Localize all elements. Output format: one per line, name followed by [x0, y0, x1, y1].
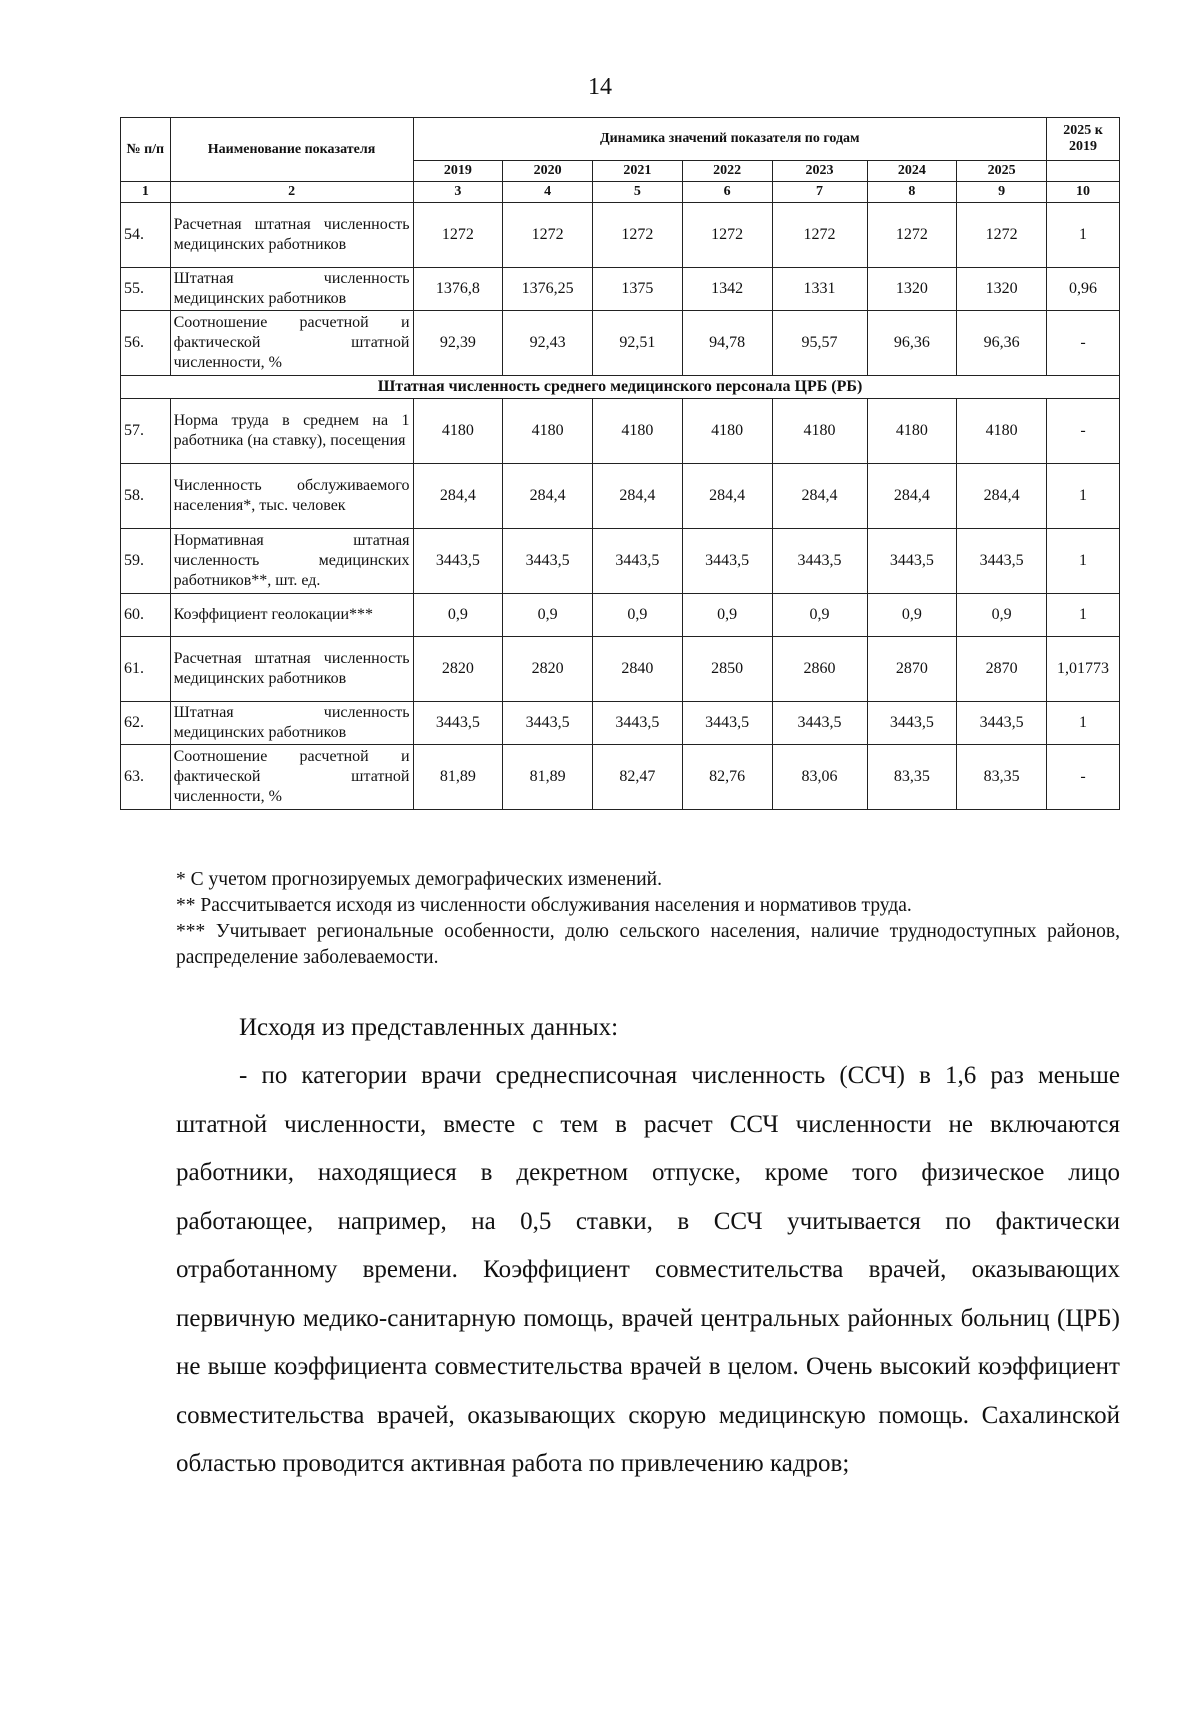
year-value: 1376,8: [413, 268, 503, 311]
ratio-value: 1: [1047, 529, 1120, 594]
column-number: 7: [772, 182, 867, 203]
year-value: 1375: [593, 268, 683, 311]
row-number: 55.: [121, 268, 171, 311]
year-value: 1342: [682, 268, 772, 311]
column-number: 6: [682, 182, 772, 203]
year-value: 3443,5: [503, 702, 593, 745]
year-value: 82,76: [682, 745, 772, 810]
year-value: 3443,5: [682, 702, 772, 745]
year-value: 284,4: [413, 464, 503, 529]
indicator-name: Нормативная штатная численность медицинских работников**, шт. ед.: [170, 529, 413, 594]
year-value: 4180: [682, 399, 772, 464]
indicator-name: Коэффициент геолокации***: [170, 594, 413, 637]
year-value: 83,35: [867, 745, 957, 810]
indicator-name: Расчетная штатная численность медицинских работников: [170, 203, 413, 268]
year-value: 83,06: [772, 745, 867, 810]
indicator-name: Норма труда в среднем на 1 работника (на ставку), посещения: [170, 399, 413, 464]
year-value: 2870: [957, 637, 1047, 702]
year-value: 4180: [503, 399, 593, 464]
year-value: 1376,25: [503, 268, 593, 311]
ratio-value: -: [1047, 311, 1120, 376]
year-header: 2020: [503, 161, 593, 182]
year-value: 0,9: [503, 594, 593, 637]
year-value: 284,4: [867, 464, 957, 529]
ratio-value: -: [1047, 745, 1120, 810]
year-value: 0,9: [682, 594, 772, 637]
year-header: 2024: [867, 161, 957, 182]
footnote-3: *** Учитывает региональные особенности, долю сельского населения, наличие труднодоступных районов, распределение заболеваемости.: [176, 921, 1120, 968]
row-number: 56.: [121, 311, 171, 376]
ratio-value: 1,01773: [1047, 637, 1120, 702]
year-value: 1320: [957, 268, 1047, 311]
year-value: 2820: [503, 637, 593, 702]
year-value: 4180: [867, 399, 957, 464]
year-value: 0,9: [957, 594, 1047, 637]
row-number: 61.: [121, 637, 171, 702]
year-value: 96,36: [867, 311, 957, 376]
year-value: 3443,5: [772, 702, 867, 745]
indicator-name: Расчетная штатная численность медицинских работников: [170, 637, 413, 702]
year-value: 1331: [772, 268, 867, 311]
intro-text: Исходя из представленных данных:: [239, 1014, 619, 1041]
year-value: 2850: [682, 637, 772, 702]
table-row: [121, 399, 1120, 464]
year-value: 3443,5: [413, 702, 503, 745]
table-row: [121, 529, 1120, 594]
year-value: 3443,5: [413, 529, 503, 594]
row-number: 58.: [121, 464, 171, 529]
year-value: 4180: [413, 399, 503, 464]
indicator-name: Штатная численность медицинских работников: [170, 702, 413, 745]
year-value: 2870: [867, 637, 957, 702]
year-value: 284,4: [682, 464, 772, 529]
header-dynamics: Динамика значений показателя по годам: [413, 118, 1047, 161]
year-value: 1272: [772, 203, 867, 268]
year-value: 284,4: [503, 464, 593, 529]
footnote-1: * С учетом прогнозируемых демографических изменений.: [176, 869, 662, 890]
year-value: 1320: [867, 268, 957, 311]
year-value: 81,89: [413, 745, 503, 810]
column-number: 3: [413, 182, 503, 203]
year-value: 0,9: [867, 594, 957, 637]
year-value: 92,43: [503, 311, 593, 376]
year-header: 2021: [593, 161, 683, 182]
row-number: 59.: [121, 529, 171, 594]
row-number: 57.: [121, 399, 171, 464]
header-num: № п/п: [121, 118, 171, 182]
column-number: 1: [121, 182, 171, 203]
year-value: 3443,5: [682, 529, 772, 594]
year-value: 1272: [957, 203, 1047, 268]
year-value: 4180: [772, 399, 867, 464]
table-row: [121, 745, 1120, 810]
year-value: 1272: [682, 203, 772, 268]
header-name: Наименование показателя: [170, 118, 413, 182]
year-value: 3443,5: [957, 529, 1047, 594]
year-value: 2840: [593, 637, 683, 702]
year-value: 94,78: [682, 311, 772, 376]
ratio-value: -: [1047, 399, 1120, 464]
header-ratio-empty: [1047, 161, 1120, 182]
ratio-value: 1: [1047, 702, 1120, 745]
header-ratio: 2025 к 2019: [1047, 118, 1120, 161]
footnotes: [176, 867, 1120, 971]
row-number: 63.: [121, 745, 171, 810]
ratio-value: 0,96: [1047, 268, 1120, 311]
year-value: 3443,5: [867, 529, 957, 594]
year-value: 1272: [867, 203, 957, 268]
year-value: 92,51: [593, 311, 683, 376]
year-value: 284,4: [593, 464, 683, 529]
year-value: 92,39: [413, 311, 503, 376]
year-header: 2022: [682, 161, 772, 182]
year-value: 3443,5: [867, 702, 957, 745]
year-value: 284,4: [957, 464, 1047, 529]
year-value: 82,47: [593, 745, 683, 810]
table-row: [121, 203, 1120, 268]
table-row: [121, 464, 1120, 529]
year-value: 3443,5: [593, 702, 683, 745]
year-value: 95,57: [772, 311, 867, 376]
year-value: 0,9: [593, 594, 683, 637]
year-value: 96,36: [957, 311, 1047, 376]
row-number: 62.: [121, 702, 171, 745]
year-value: 2860: [772, 637, 867, 702]
year-value: 3443,5: [772, 529, 867, 594]
year-value: 2820: [413, 637, 503, 702]
indicator-name: Соотношение расчетной и фактической штатной численности, %: [170, 311, 413, 376]
year-value: 0,9: [772, 594, 867, 637]
body-paragraph: - по категории врачи среднесписочная численность (ССЧ) в 1,6 раз меньше штатной численности, вместе с тем в расчет ССЧ численности не включаются работники, находящиеся в декретном отпуске, кроме того физическое лицо работающее, например, на 0,5 ставки, в ССЧ учитывается по фактически отработанному времени. Коэффициент совместительства врачей, оказывающих первичную медико-санитарную помощь, врачей центральных районных больниц (ЦРБ) не выше коэффициента совместительства врачей в целом. Очень высокий коэффициент совместительства врачей, оказывающих скорую медицинскую помощь. Сахалинской областью проводится активная работа по привлечению кадров;: [176, 1062, 1120, 1477]
year-value: 81,89: [503, 745, 593, 810]
indicator-name: Штатная численность медицинских работников: [170, 268, 413, 311]
row-number: 54.: [121, 203, 171, 268]
table-row: [121, 268, 1120, 311]
indicators-table: [120, 117, 1120, 810]
footnote-2: ** Рассчитывается исходя из численности обслуживания населения и нормативов труда.: [176, 895, 912, 916]
year-value: 3443,5: [593, 529, 683, 594]
year-header: 2019: [413, 161, 503, 182]
row-number: 60.: [121, 594, 171, 637]
section-title: Штатная численность среднего медицинского персонала ЦРБ (РБ): [121, 376, 1120, 399]
column-number: 5: [593, 182, 683, 203]
ratio-value: 1: [1047, 203, 1120, 268]
table-row: [121, 311, 1120, 376]
column-number: 8: [867, 182, 957, 203]
table-row: [121, 594, 1120, 637]
year-value: 1272: [413, 203, 503, 268]
ratio-value: 1: [1047, 464, 1120, 529]
year-value: 83,35: [957, 745, 1047, 810]
year-header: 2023: [772, 161, 867, 182]
year-value: 1272: [503, 203, 593, 268]
indicator-name: Соотношение расчетной и фактической штатной численности, %: [170, 745, 413, 810]
column-number: 9: [957, 182, 1047, 203]
table-row: [121, 637, 1120, 702]
year-value: 0,9: [413, 594, 503, 637]
year-value: 4180: [957, 399, 1047, 464]
column-number: 4: [503, 182, 593, 203]
year-value: 4180: [593, 399, 683, 464]
table-row: [121, 702, 1120, 745]
year-value: 284,4: [772, 464, 867, 529]
ratio-value: 1: [1047, 594, 1120, 637]
indicator-name: Численность обслуживаемого населения*, тыс. человек: [170, 464, 413, 529]
page-number: 14: [588, 74, 612, 100]
column-number: 10: [1047, 182, 1120, 203]
year-header: 2025: [957, 161, 1047, 182]
year-value: 1272: [593, 203, 683, 268]
column-number: 2: [170, 182, 413, 203]
year-value: 3443,5: [503, 529, 593, 594]
year-value: 3443,5: [957, 702, 1047, 745]
